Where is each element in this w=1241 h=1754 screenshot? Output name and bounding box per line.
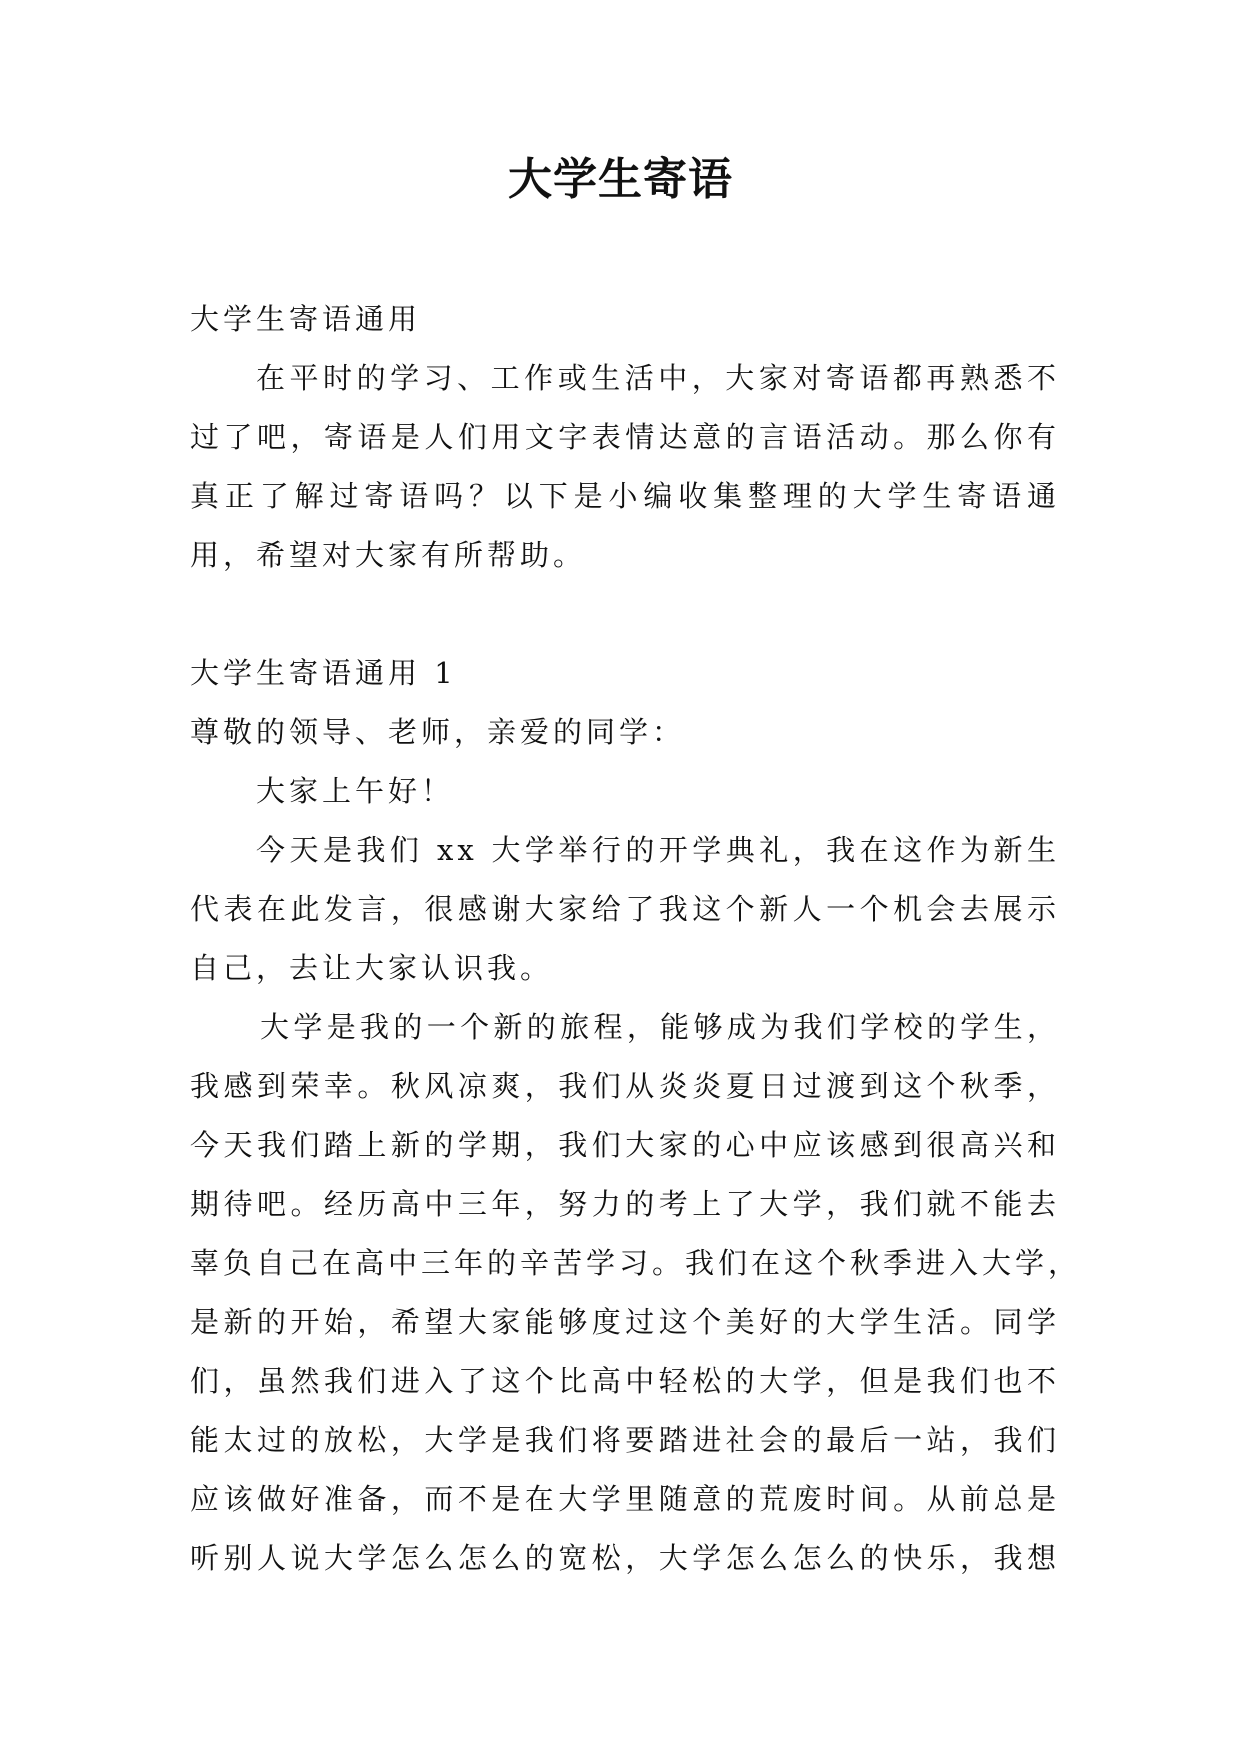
section-heading: 大学生寄语通用 1 (190, 656, 457, 690)
document-title: 大学生寄语 (508, 154, 733, 205)
intro-line: 真正了解过寄语吗？以下是小编收集整理的大学生寄语通 (190, 479, 1060, 513)
paragraph-line: 今天我们踏上新的学期，我们大家的心中应该感到很高兴和 (190, 1128, 1060, 1162)
greeting: 大家上午好！ (256, 774, 455, 808)
paragraph-line: 辜负自己在高中三年的辛苦学习。我们在这个秋季进入大学， (190, 1246, 1082, 1280)
document-body (190, 290, 1082, 1588)
document-subtitle: 大学生寄语通用 (190, 302, 422, 336)
paragraph-journey (190, 998, 1082, 1588)
paragraph-line: 我感到荣幸。秋风凉爽，我们从炎炎夏日过渡到这个秋季， (190, 1069, 1060, 1103)
paragraph-line: 是新的开始，希望大家能够度过这个美好的大学生活。同学 (190, 1305, 1060, 1339)
paragraph-line: 听别人说大学怎么怎么的宽松，大学怎么怎么的快乐，我想 (190, 1541, 1060, 1575)
paragraph-line: 大学是我的一个新的旅程，能够成为我们学校的学生， (260, 1010, 1060, 1044)
salutation: 尊敬的领导、老师，亲爱的同学： (190, 715, 686, 749)
paragraph-line: 今天是我们 xx 大学举行的开学典礼，我在这作为新生 (256, 833, 1060, 867)
paragraph-line: 自己，去让大家认识我。 (190, 951, 554, 985)
paragraph-line: 应该做好准备，而不是在大学里随意的荒废时间。从前总是 (190, 1482, 1060, 1516)
intro-line: 过了吧，寄语是人们用文字表情达意的言语活动。那么你有 (190, 420, 1060, 454)
paragraph-line: 期待吧。经历高中三年，努力的考上了大学，我们就不能去 (190, 1187, 1060, 1221)
intro-line: 在平时的学习、工作或生活中，大家对寄语都再熟悉不 (256, 361, 1060, 395)
intro-paragraph (190, 349, 1060, 585)
paragraph-spacer (190, 585, 1060, 644)
paragraph-opening (190, 821, 1060, 998)
paragraph-line: 们，虽然我们进入了这个比高中轻松的大学，但是我们也不 (190, 1364, 1060, 1398)
intro-line: 用，希望对大家有所帮助。 (190, 538, 587, 572)
paragraph-line: 能太过的放松，大学是我们将要踏进社会的最后一站，我们 (190, 1423, 1060, 1457)
paragraph-line: 代表在此发言，很感谢大家给了我这个新人一个机会去展示 (190, 892, 1060, 926)
